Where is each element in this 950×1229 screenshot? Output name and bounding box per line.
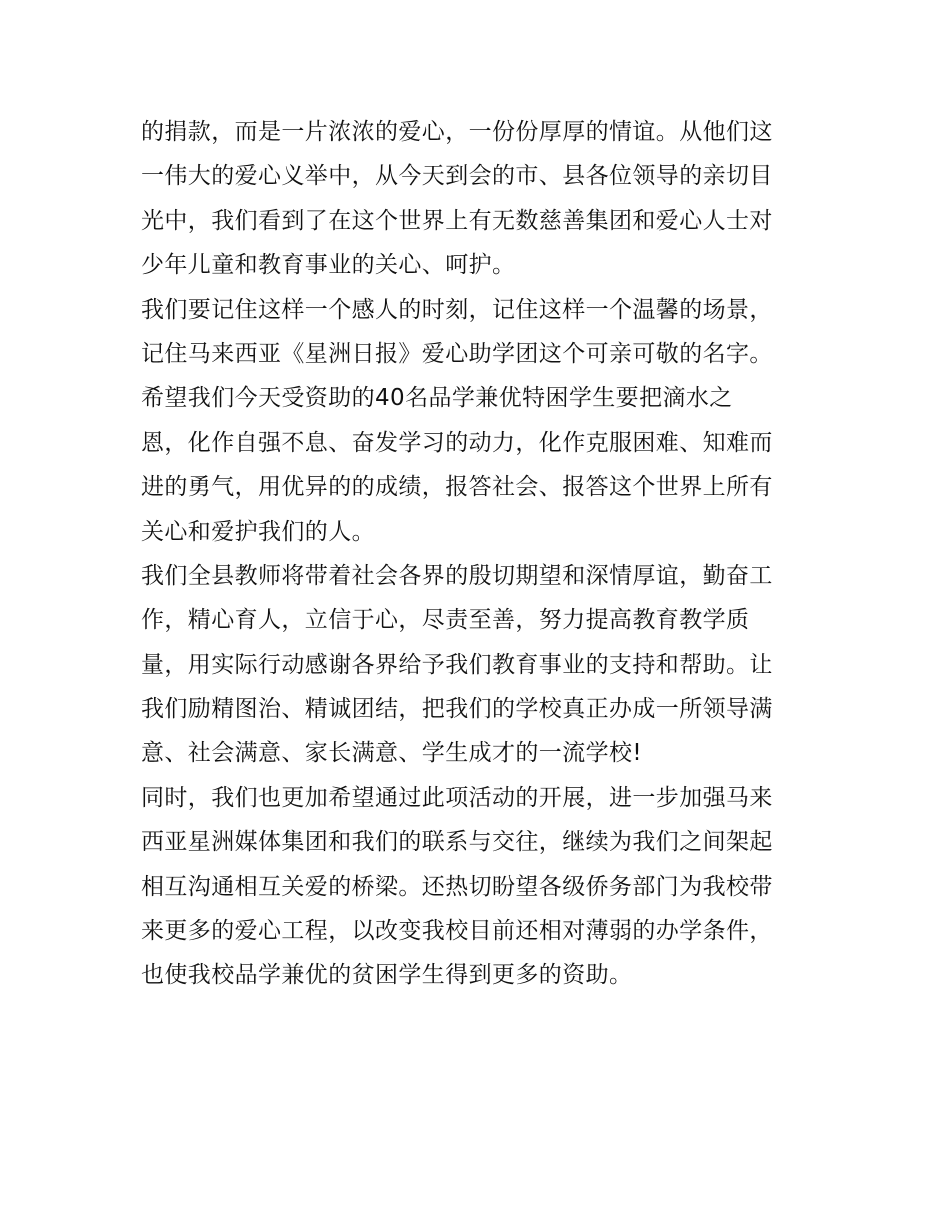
- text-line: 作，精心育人，立信于心，尽责至善，努力提高教育教学质: [141, 607, 750, 634]
- text-line: 进的勇气，用优异的的成绩，报答社会、报答这个世界上所有: [141, 474, 773, 501]
- text-line: 关心和爱护我们的人。: [141, 518, 375, 545]
- text-line: 一伟大的爱心义举中，从今天到会的市、县各位领导的亲切目: [141, 163, 773, 190]
- text-line: 少年儿童和教育事业的关心、呵护。: [141, 252, 516, 279]
- text-line: 意、社会满意、家长满意、学生成才的一流学校!: [141, 740, 643, 767]
- text-line: 我们全县教师将带着社会各界的殷切期望和深情厚谊，勤奋工: [141, 562, 773, 589]
- text-line: 也使我校品学兼优的贫困学生得到更多的资助。: [141, 962, 633, 989]
- body-text: [141, 110, 821, 998]
- text-line: 量，用实际行动感谢各界给予我们教育事业的支持和帮助。让: [141, 651, 773, 678]
- text-line: 同时，我们也更加希望通过此项活动的开展，进一步加强马来: [141, 784, 773, 811]
- text-line: 相互沟通相互关爱的桥梁。还热切盼望各级侨务部门为我校带: [141, 873, 773, 900]
- text-line: 来更多的爱心工程，以改变我校目前还相对薄弱的办学条件，: [141, 918, 773, 945]
- text-line: 光中，我们看到了在这个世界上有无数慈善集团和爱心人士对: [141, 207, 773, 234]
- text-line: 恩，化作自强不息、奋发学习的动力，化作克服困难、知难而: [141, 429, 773, 456]
- text-line: 记住马来西亚《星洲日报》爱心助学团这个可亲可敬的名字。: [141, 340, 773, 367]
- text-line: 我们要记住这样一个感人的时刻，记住这样一个温馨的场景，: [141, 296, 773, 323]
- text-line: 的捐款，而是一片浓浓的爱心，一份份厚厚的情谊。从他们这: [141, 119, 773, 145]
- text-line: 我们励精图治、精诚团结，把我们的学校真正办成一所领导满: [141, 696, 773, 723]
- text-line: 西亚星洲媒体集团和我们的联系与交往，继续为我们之间架起: [141, 829, 773, 856]
- text-line: 希望我们今天受资助的40名品学兼优特困学生要把滴水之: [141, 385, 733, 412]
